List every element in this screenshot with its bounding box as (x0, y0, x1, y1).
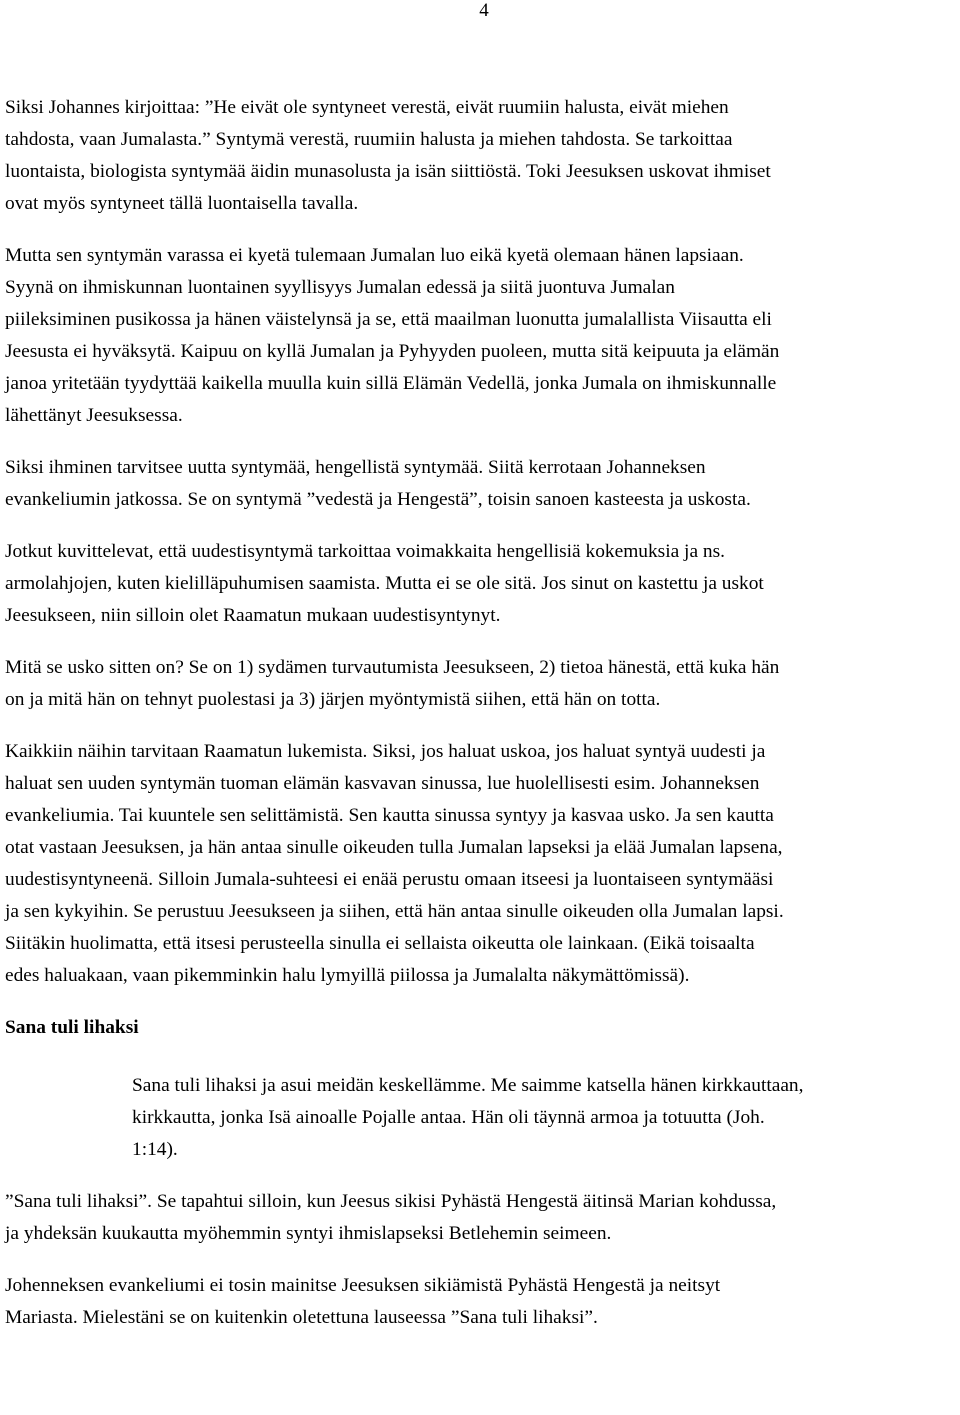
text-line: janoa yritetään tyydyttää kaikella muulla kuin sillä Elämän Vedellä, jonka Jumala on ihmiskunnalle (5, 373, 777, 394)
paragraph-8 (5, 1270, 957, 1334)
section-heading: Sana tuli lihaksi (5, 1017, 139, 1038)
text-line: uudestisyntyneenä. Silloin Jumala-suhteesi ei enää perustu omaan itseesi ja luontaiseen syntymääsi (5, 869, 774, 890)
text-line: Jeesukseen, niin silloin olet Raamatun mukaan uudestisyntynyt. (5, 605, 501, 626)
text-line: Siitäkin huolimatta, että itsesi perusteella sinulla ei sellaista oikeutta ole lainkaan. (Eikä toisaalta (5, 933, 755, 954)
text-line: ja yhdeksän kuukautta myöhemmin syntyi ihmislapseksi Betlehemin seimeen. (5, 1223, 612, 1244)
text-line: Siksi ihminen tarvitsee uutta syntymää, hengellistä syntymää. Siitä kerrotaan Johanneksen (5, 457, 706, 478)
text-line: Mitä se usko sitten on? Se on 1) sydämen turvautumista Jeesukseen, 2) tietoa hänestä, että kuka hän (5, 657, 780, 678)
text-line: on ja mitä hän on tehnyt puolestasi ja 3) järjen myöntymistä siihen, että hän on totta. (5, 689, 661, 710)
text-line: Johenneksen evankeliumi ei tosin mainitse Jeesuksen sikiämistä Pyhästä Hengestä ja neitsyt (5, 1275, 721, 1296)
text-line: lähettänyt Jeesuksessa. (5, 405, 183, 426)
paragraph-6 (5, 736, 957, 992)
text-line: Siksi Johannes kirjoittaa: ”He eivät ole syntyneet verestä, eivät ruumiin halusta, eivät miehen (5, 97, 729, 118)
text-line: ”Sana tuli lihaksi”. Se tapahtui silloin, kun Jeesus sikisi Pyhästä Hengestä äitinsä Marian kohdussa, (5, 1191, 777, 1212)
quote-line: Sana tuli lihaksi ja asui meidän keskellämme. Me saimme katsella hänen kirkkauttaan, (132, 1075, 804, 1096)
text-line: evankeliumia. Tai kuuntele sen selittämistä. Sen kautta sinussa syntyy ja kasvaa usko. Ja sen kautta (5, 805, 774, 826)
text-line: luontaista, biologista syntymää äidin munasolusta ja isän siittiöstä. Toki Jeesuksen uskovat ihmiset (5, 161, 771, 182)
text-line: tahdosta, vaan Jumalasta.” Syntymä verestä, ruumiin halusta ja miehen tahdosta. Se tarkoittaa (5, 129, 733, 150)
text-line: Jeesusta ei hyväksytä. Kaipuu on kyllä Jumalan ja Pyhyyden puoleen, mutta sitä keipuuta ja elämän (5, 341, 780, 362)
text-line: haluat sen uuden syntymän tuoman elämän kasvavan sinussa, lue huolellisesti esim. Johanneksen (5, 773, 760, 794)
paragraph-3 (5, 452, 957, 516)
paragraph-4 (5, 536, 957, 632)
text-line: evankeliumin jatkossa. Se on syntymä ”vedestä ja Hengestä”, toisin sanoen kasteesta ja uskosta. (5, 489, 751, 510)
text-line: armolahjojen, kuten kielilläpuhumisen saamista. Mutta ei se ole sitä. Jos sinut on kastettu ja uskot (5, 573, 764, 594)
text-line: ovat myös syntyneet tällä luontaisella tavalla. (5, 193, 359, 214)
text-line: Syynä on ihmiskunnan luontainen syyllisyys Jumalan edessä ja siitä juontuva Jumalan (5, 277, 675, 298)
paragraph-7 (5, 1186, 957, 1250)
paragraph-5 (5, 652, 957, 716)
page-number: 4 (479, 0, 489, 21)
text-line: edes haluakaan, vaan pikemminkin halu lymyillä piilossa ja Jumalalta näkymättömissä). (5, 965, 690, 986)
text-line: piileksiminen pusikossa ja hänen väistelynsä ja se, että maailman luonutta jumalallista Viisautta eli (5, 309, 772, 330)
quote-line: 1:14). (132, 1139, 178, 1160)
bible-quote (132, 1070, 957, 1166)
text-line: Jotkut kuvittelevat, että uudestisyntymä tarkoittaa voimakkaita hengellisiä kokemuksia ja ns. (5, 541, 725, 562)
text-line: ja sen kykyihin. Se perustuu Jeesukseen ja siihen, että hän antaa sinulle oikeuden olla Jumalan lapsi. (5, 901, 784, 922)
paragraph-1 (5, 92, 957, 220)
quote-line: kirkkautta, jonka Isä ainoalle Pojalle antaa. Hän oli täynnä armoa ja totuutta (Joh. (132, 1107, 765, 1128)
document-body (5, 92, 957, 1354)
paragraph-2 (5, 240, 957, 432)
text-line: Kaikkiin näihin tarvitaan Raamatun lukemista. Siksi, jos haluat uskoa, jos haluat syntyä uudesti ja (5, 741, 766, 762)
text-line: otat vastaan Jeesuksen, ja hän antaa sinulle oikeuden tulla Jumalan lapseksi ja elää Jumalan lapsena, (5, 837, 783, 858)
text-line: Mutta sen syntymän varassa ei kyetä tulemaan Jumalan luo eikä kyetä olemaan hänen lapsiaan. (5, 245, 744, 266)
text-line: Mariasta. Mielestäni se on kuitenkin oletettuna lauseessa ”Sana tuli lihaksi”. (5, 1307, 598, 1328)
